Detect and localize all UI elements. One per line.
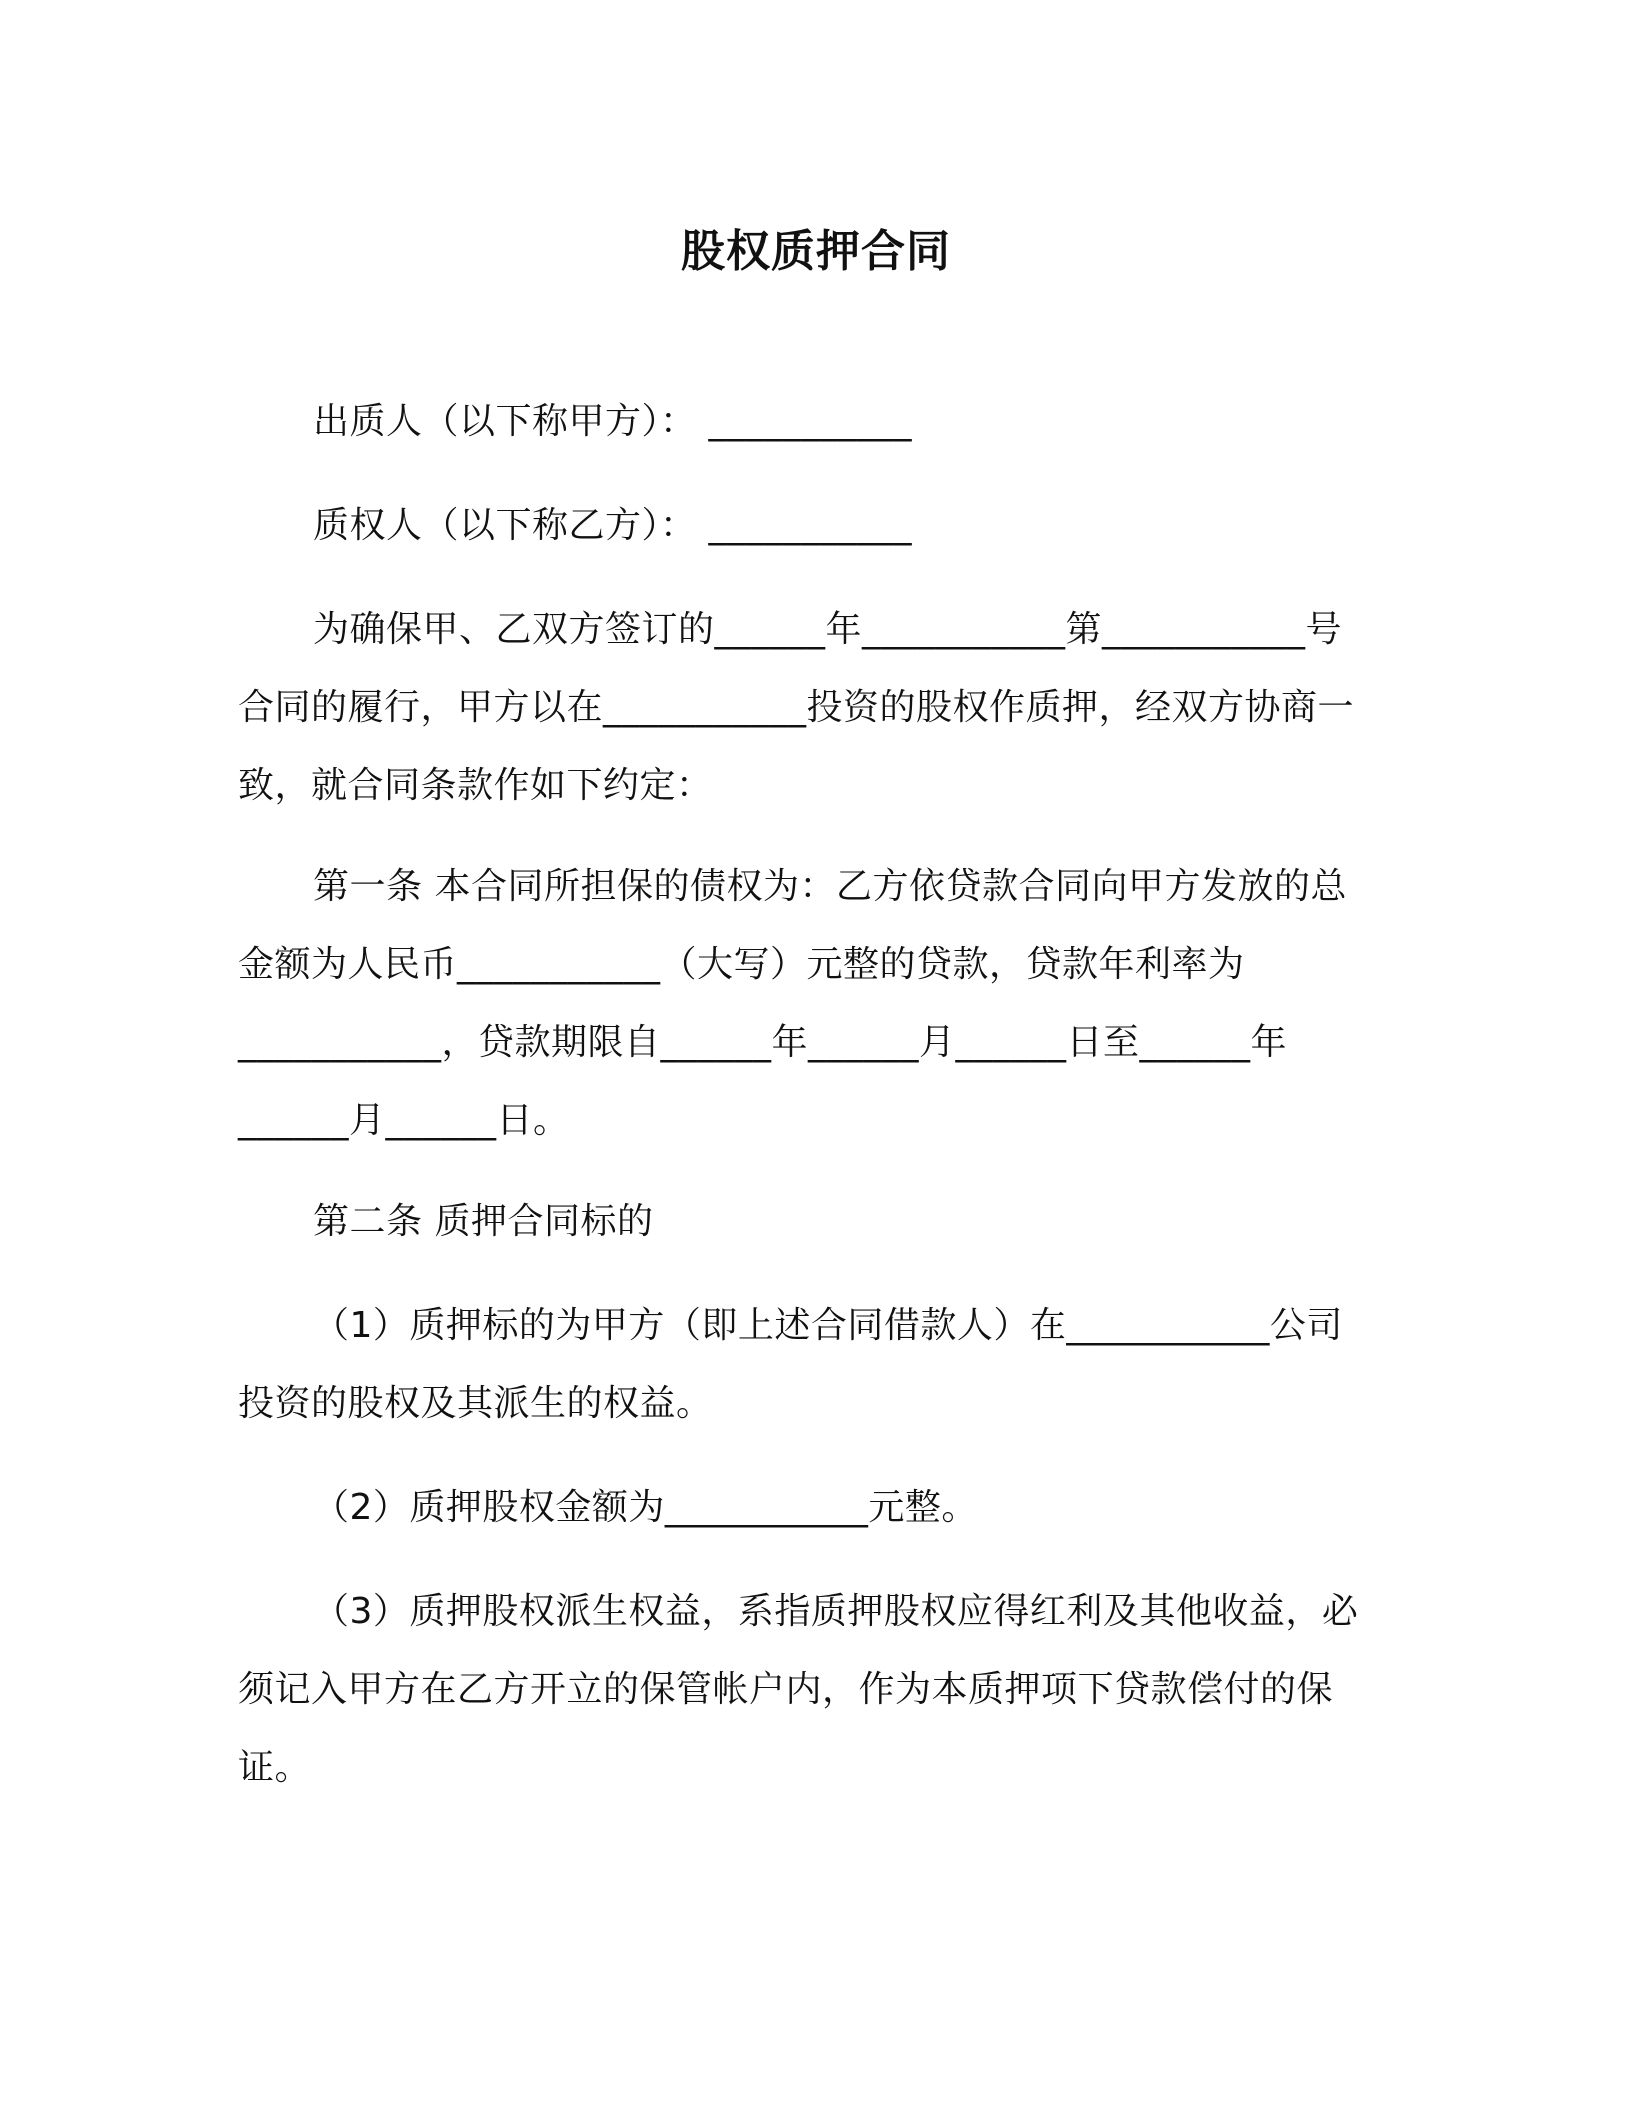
pledgor-line: 出质人（以下称甲方）： ___________ <box>313 401 912 442</box>
clause-3-line-1: （3）质押股权派生权益，系指质押股权应得红利及其他收益，必 <box>313 1591 1359 1632</box>
preamble-line-3: 致，就合同条款作如下约定： <box>238 765 713 806</box>
preamble-line-2: 合同的履行，甲方以在___________投资的股权作质押，经双方协商一 <box>238 687 1355 728</box>
article-1-line-1: 第一条 本合同所担保的债权为：乙方依贷款合同向甲方发放的总 <box>313 866 1347 907</box>
clause-1-line-1: （1）质押标的为甲方（即上述合同借款人）在___________公司 <box>313 1305 1343 1346</box>
article-1-line-3: ___________，贷款期限自______年______月______日至______年 <box>238 1022 1288 1063</box>
document-title: 股权质押合同 <box>681 226 951 277</box>
clause-3-line-3: 证。 <box>238 1747 312 1788</box>
clause-3-line-2: 须记入甲方在乙方开立的保管帐户内，作为本质押项下贷款偿付的保 <box>238 1669 1334 1710</box>
article-1-line-4: ______月______日。 <box>238 1100 570 1141</box>
article-2-heading: 第二条 质押合同标的 <box>313 1201 654 1242</box>
pledgee-line: 质权人（以下称乙方）： ___________ <box>313 505 912 546</box>
clause-1-line-2: 投资的股权及其派生的权益。 <box>238 1383 713 1424</box>
article-1-line-2: 金额为人民币___________（大写）元整的贷款，贷款年利率为 <box>238 944 1245 985</box>
clause-2-line: （2）质押股权金额为___________元整。 <box>313 1487 978 1528</box>
preamble-line-1: 为确保甲、乙双方签订的______年___________第___________号 <box>313 609 1343 650</box>
